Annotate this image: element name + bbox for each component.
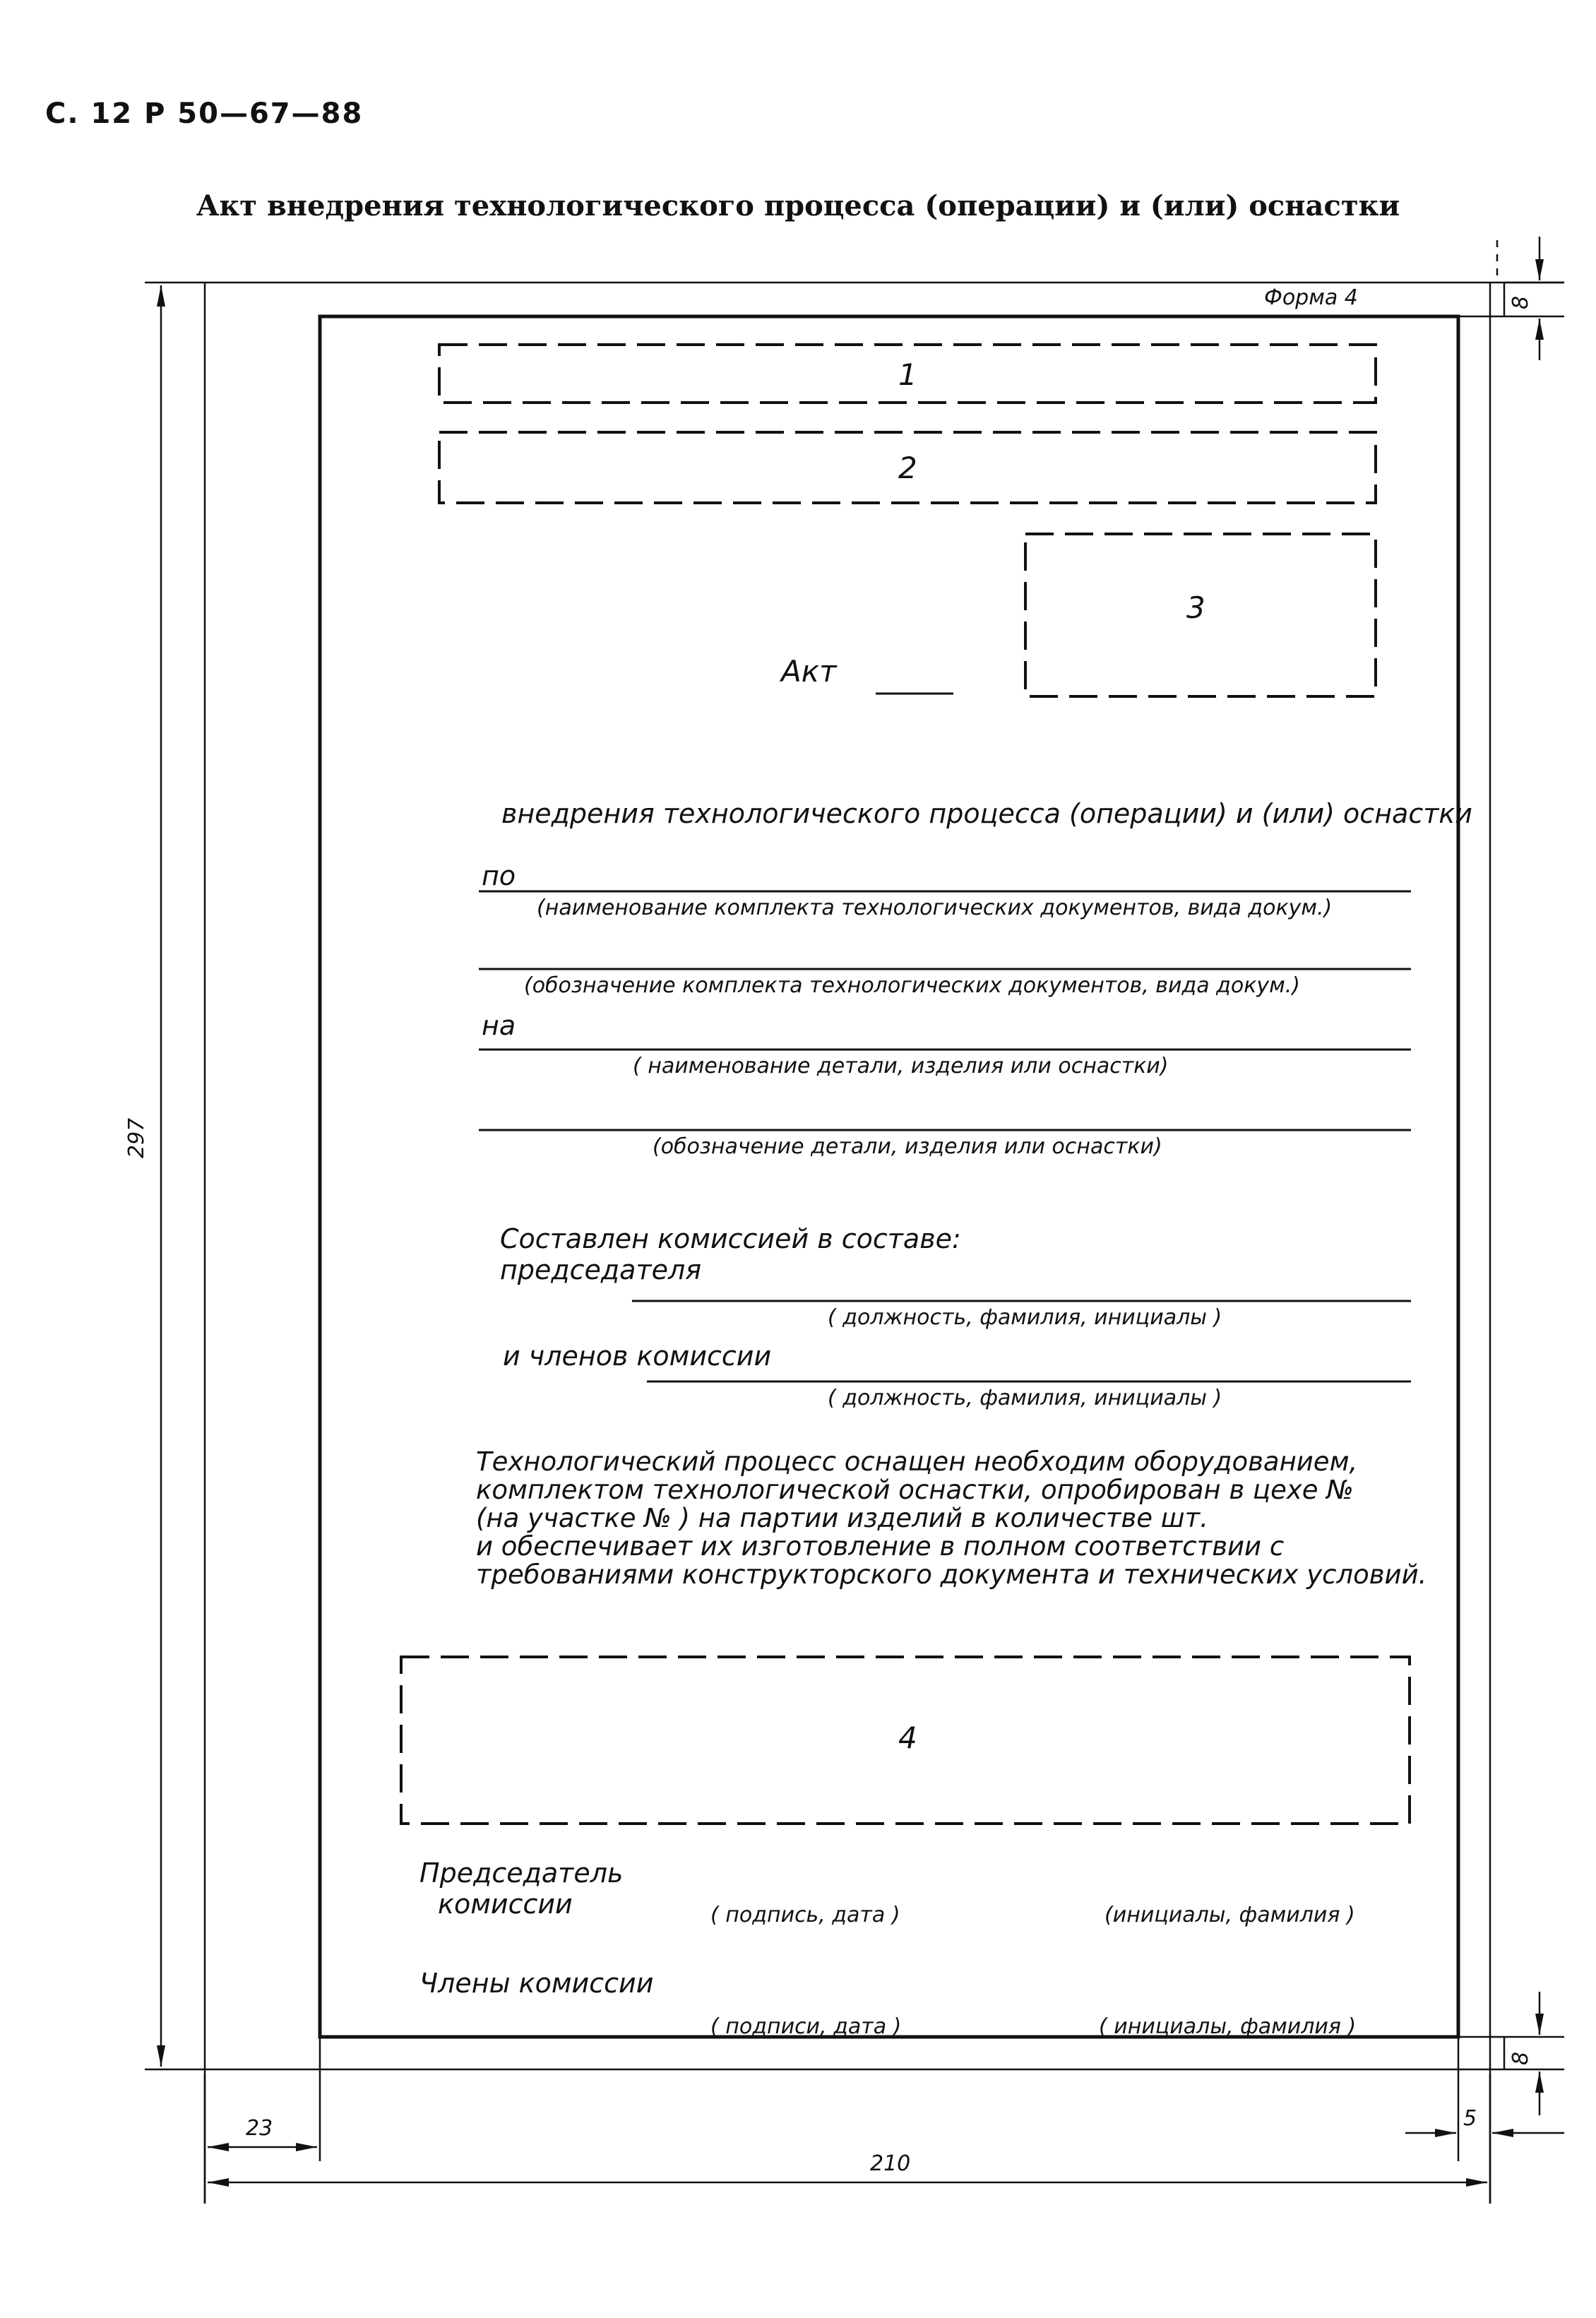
act-label: Акт [781,654,837,689]
dimension-top-margin-label: 8 [1508,295,1533,309]
paragraph-line: комплектом технологической оснастки, опробирован в цехе № [476,1475,1354,1505]
caption-chairman-signature: ( подпись, дата ) [710,1903,900,1927]
box-2-label: 2 [898,451,917,485]
box-3-label: 3 [1186,590,1205,625]
form-label: Форма 4 [1264,285,1358,310]
po-label: по [482,860,516,891]
caption-chairman: ( должность, фамилия, инициалы ) [828,1305,1222,1330]
dimension-width [205,2074,1490,2204]
members-label: и членов комиссии [503,1341,772,1372]
act-subtitle: внедрения технологического процесса (операции) и (или) оснастки [501,798,1472,829]
dimension-width-label: 210 [870,2151,911,2176]
caption-doc-set-name: (наименование комплекта технологических документов, вида докум.) [537,896,1333,920]
dimension-bottom-margin-label: 8 [1508,2051,1533,2065]
dimension-left-margin [208,2069,320,2161]
commission-heading: Составлен комиссией в составе: [500,1223,961,1254]
caption-doc-set-designation: (обозначение комплекта технологических документов, вида докум.) [524,973,1300,998]
paragraph-line: Технологический процесс оснащен необходим оборудованием, [476,1446,1358,1477]
paragraph-line: требованиями конструкторского документа и технических условий. [476,1559,1427,1590]
caption-chairman-initials: (инициалы, фамилия ) [1104,1903,1355,1927]
dimension-height-label: 297 [124,1117,149,1158]
signature-chairman-label-1: Председатель [419,1858,624,1889]
paragraph-line: и обеспечивает их изготовление в полном соответствии с [476,1531,1285,1562]
na-label: на [482,1010,516,1041]
caption-members-initials: ( инициалы, фамилия ) [1099,2014,1357,2039]
document-title: Акт внедрения технологического процесса (операции) и (или) оснастки [196,189,1400,222]
dimension-left-margin-label: 23 [246,2116,273,2141]
box-1-label: 1 [898,357,917,392]
paragraph-line: (на участке № ) на партии изделий в количестве шт. [476,1503,1208,1533]
caption-part-name: ( наименование детали, изделия или оснастки) [633,1054,1169,1078]
page-reference: С. 12 Р 50—67—88 [45,97,364,130]
caption-members-signature: ( подписи, дата ) [710,2014,902,2039]
chairman-label: председателя [500,1254,702,1285]
signature-members-label: Члены комиссии [419,1968,654,1999]
signature-chairman-label-2: комиссии [438,1889,573,1920]
form-frame [320,316,1458,2037]
box-4-label: 4 [898,1720,917,1755]
caption-part-designation: (обозначение детали, изделия или оснастки) [653,1134,1162,1159]
conclusion-paragraph [476,1448,1427,1589]
dimension-right-margin-label: 5 [1463,2106,1477,2131]
caption-members: ( должность, фамилия, инициалы ) [828,1386,1222,1410]
